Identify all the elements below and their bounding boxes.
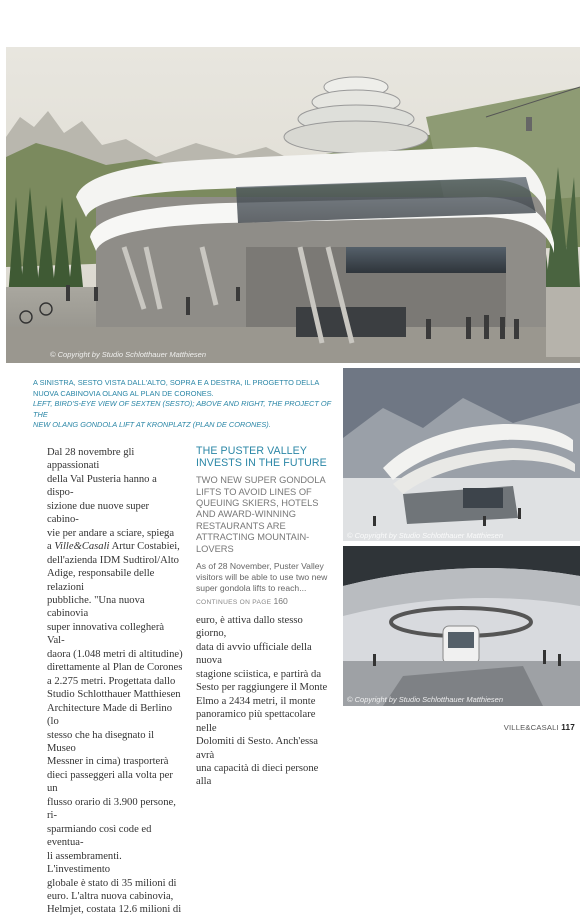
summary-subtitle-line: QUEUING SKIERS, HOTELS [196,498,319,508]
image-caption [33,378,333,431]
article-line: Architecture Made di Berlino (lo [47,702,173,728]
summary-subtitle-line: LOVERS [196,543,234,554]
caption-english-line: LEFT, BIRD'S-EYE VIEW OF SEXTEN (SESTO); ABOVE AND RIGHT, THE PROJECT OF THE [33,399,332,419]
article-line: euro. L'altra nuova cabinovia, [47,890,174,902]
image-credit: © Copyright by Studio Schlotthauer Matthiesen [347,531,504,540]
article-line: Adige, responsabile delle relazioni [47,568,155,593]
article-line: li assembramenti. L'investimento [47,850,122,876]
aerial-render-image [343,368,580,541]
article-line: Sesto per raggiungere il Monte [196,682,328,694]
article-line: Dolomiti di Sesto. Anch'essa avrà [196,736,318,761]
article-line: dell'azienda IDM Sudtirol/Alto [47,554,179,566]
summary-title-line: THE PUSTER VALLEY [196,445,308,457]
article-line: stesso che ha disegnato il Museo [47,729,155,754]
article-line: a 2.275 metri. Progettata dallo [47,675,176,687]
english-summary-box [196,446,334,606]
summary-title [196,446,334,469]
article-line: pubbliche. "Una nuova cabinovia [47,594,145,620]
summary-subtitle-line: TWO NEW SUPER GONDOLA [196,475,326,486]
article-line: flusso orario di 3.900 persone, ri- [47,796,176,822]
caption-italian-line: NUOVA CABINOVIA OLANG AL PLAN DE CORONES. [33,388,214,398]
article-column-1 [47,446,183,917]
continues-page-number: 160 [273,595,288,606]
article-column-2 [196,614,334,789]
interior-render-image [343,546,580,706]
article-line: Messner in cima) trasporterà [47,756,169,768]
image-credit: © Copyright by Studio Schlotthauer Matthiesen [50,350,207,359]
magazine-name-italic: Ville&Casali [54,541,110,553]
article-line: Elmo a 2434 metri, il monte [196,695,316,707]
summary-subtitle-line: RESTAURANTS ARE [196,520,286,531]
image-credit: © Copyright by Studio Schlotthauer Matthiesen [347,695,504,704]
gondola-station-rendering [6,47,580,363]
summary-intro-line: super gondola lifts to reach... [196,583,307,594]
caption-english-line: NEW OLANG GONDOLA LIFT AT KRONPLATZ (PLAN DE CORONES). [33,420,271,430]
article-line: euro, è attiva dallo stesso giorno, [196,615,303,640]
article-line: stagione sciistica, e partirà da [196,668,322,680]
article-line: data di avvio ufficiale della nuova [196,641,312,667]
article-line: della Val Pusteria hanno a dispo- [47,473,157,499]
summary-subtitle-line: LIFTS TO AVOID LINES OF [196,486,312,497]
article-line: una capacità di dieci persone alla [196,762,319,788]
article-line: dieci passeggeri alla volta per un [47,769,173,795]
continues-label: CONTINUES ON PAGE [196,598,272,606]
summary-subtitle-line: ATTRACTING MOUNTAIN- [196,532,310,543]
page-number: 117 [561,723,575,732]
summary-intro-line: As of 28 November, Puster Valley [196,561,324,572]
article-line: vie per andare a sciare, spiega [47,527,175,539]
page-footer [475,723,575,732]
summary-subtitle [196,475,334,555]
caption-italian-line: A SINISTRA, SESTO VISTA DALL'ALTO, SOPRA E A DESTRA, IL PROGETTO DELLA [33,378,320,387]
article-line: panoramico più spettacolare nelle [196,709,316,734]
article-line: direttamente al Plan de Corones [47,662,183,674]
article-line: Helmjet, costata 12.6 milioni di [47,904,182,916]
summary-subtitle-line: AND AWARD-WINNING [196,509,297,520]
gondola-station-aerial-rendering [343,368,580,541]
article-line: sizione due nuove super cabino- [47,500,150,526]
article-line: globale è stato di 35 milioni di [47,877,177,889]
article-line: Dal 28 novembre gli appassionati [47,447,135,472]
gondola-station-interior-rendering [343,546,580,706]
magazine-name: VILLE&CASALI [503,723,559,732]
article-line: a Ville&Casali Artur Costabiei, [47,541,180,553]
article-line: Studio Schlotthauer Matthiesen [47,689,181,701]
summary-intro-line: visitors will be able to use two new [196,572,328,583]
summary-intro [196,561,334,595]
article-line: super innovativa collegherà Val- [47,621,165,647]
hero-image [6,47,580,363]
article-line: sparmiando così code ed eventua- [47,823,152,849]
continues-on-page-link[interactable] [196,596,334,606]
summary-title-line: INVESTS IN THE FUTURE [196,456,327,469]
article-line: daora (1.048 metri di altitudine) [47,648,183,660]
